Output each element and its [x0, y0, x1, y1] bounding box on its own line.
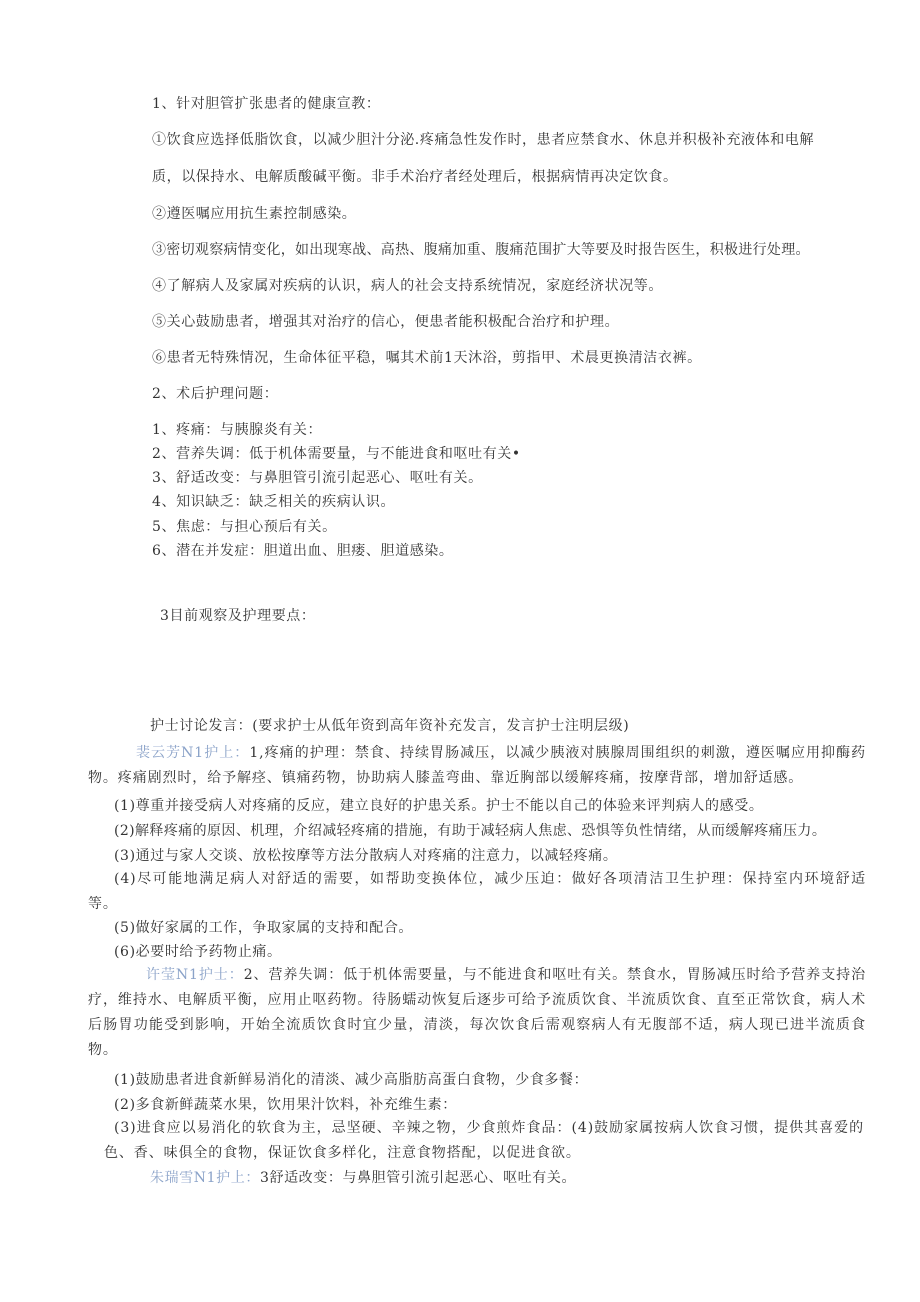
speaker1-paragraph	[88, 741, 866, 791]
section1-item6: ⑥患者无特殊情况，生命体征平稳，嘱其术前1天沐浴，剪指甲、术晨更换清洁衣裤。	[152, 350, 702, 366]
speaker1-point: (4)尽可能地满足病人对舒适的需要，如帮助变换体位，减少压迫：做好各项清洁卫生护理：保持室内环境舒适等。	[88, 871, 866, 912]
section1-item2: ②遵医嘱应用抗生素控制感染。	[152, 206, 357, 222]
problem-item: 1、疼痛：与胰腺炎有关：	[152, 422, 323, 438]
speaker3-name: 朱瑞雪N1护上：	[150, 1170, 260, 1186]
speaker3-text: 3舒适改变：与鼻胆管引流引起恶心、呕吐有关。	[259, 1170, 577, 1186]
discussion-intro: 护士讨论发言：(要求护士从低年资到高年资补充发言，发言护士注明层级)	[150, 718, 630, 734]
problem-item: 4、知识缺乏：缺乏相关的疾病认识。	[152, 494, 396, 510]
speaker1-point: (3)通过与家人交谈、放松按摩等方法分散病人对疼痛的注意力，以减轻疼痛。	[114, 848, 618, 864]
speaker2-paragraph	[88, 963, 866, 1063]
speaker2-name: 许莹N1护士：	[146, 967, 244, 983]
speaker1-point: (5)做好家属的工作，争取家属的支持和配合。	[114, 920, 414, 936]
speaker1-text: 1,疼痛的护理：禁食、持续胃肠减压，以减少胰液对胰腺周围组织的刺激，遵医嘱应用抑酶药物。疼痛剧烈时，给予解痉、镇痛药物，协助病人膝盖弯曲、靠近胸部以缓解疼痛，按摩背部，增加舒适感。	[88, 745, 867, 786]
section1-item1-line1: ①饮食应选择低脂饮食，以减少胆汁分泌.疼痛急性发作时，患者应禁食水、休息并积极补充液体和电解	[152, 132, 815, 148]
speaker2-point: (1)鼓励患者进食新鲜易消化的清淡、减少高脂肪高蛋白食物，少食多餐：	[114, 1072, 589, 1088]
section1-title: 1、针对胆管扩张患者的健康宣教：	[152, 96, 381, 112]
speaker1-point: (1)尊重并接受病人对疼痛的反应，建立良好的护患关系。护士不能以自己的体验来评判病人的感受。	[114, 798, 764, 814]
speaker3-paragraph	[150, 1168, 576, 1188]
problem-item: 3、舒适改变：与鼻胆管引流引起恶心、呕吐有关。	[152, 470, 483, 486]
section2-title: 2、术后护理问题：	[152, 386, 279, 402]
problem-item: 6、潜在并发症：胆道出血、胆瘘、胆道感染。	[152, 543, 454, 559]
section3-title: 3目前观察及护理要点：	[160, 608, 316, 624]
section1-item4: ④了解病人及家属对疾病的认识，病人的社会支持系统情况，家庭经济状况等。	[152, 278, 663, 294]
problem-item: 2、营养失调：低于机体需要量，与不能进食和呕吐有关•	[152, 446, 521, 462]
speaker1-point: (6)必要时给予药物止痛。	[114, 944, 282, 960]
section1-item5: ⑤关心鼓励患者，增强其对治疗的信心，便患者能积极配合治疗和护理。	[152, 314, 620, 330]
speaker1-point: (2)解释疼痛的原因、机理，介绍减轻疼痛的措施，有助于减轻病人焦虑、恐惧等负性情绪，从而缓解疼痛压力。	[114, 823, 827, 839]
speaker2-point: (3)进食应以易消化的软食为主，忌坚硬、辛辣之物，少食煎炸食品：(4)鼓励家属按病人饮食习惯，提供其喜爱的色、香、味俱全的食物，保证饮食多样化，注意食物搭配，以促进食欲。	[104, 1120, 864, 1161]
section1-item1-line2: 质，以保持水、电解质酸碱平衡。非手术治疗者经处理后，根据病情再决定饮食。	[152, 169, 678, 185]
speaker1-name: 裴云芳N1护上：	[136, 745, 250, 761]
speaker2-text: 2、营养失调：低于机体需要量，与不能进食和呕吐有关。禁食水，胃肠减压时给予营养支持治疗，维持水、电解质平衡，应用止呕药物。待肠蠕动恢复后逐步可给予流质饮食、半流质饮食、直至正常饮食，病人术后肠胃功能受到影响，开始全流质饮食时宜少量，清淡，每次饮食后需观察病人有无腹部不适，病人现已进半流质食物。	[88, 967, 866, 1058]
section1-item3: ③密切观察病情变化，如出现寒战、高热、腹痛加重、腹痛范围扩大等要及时报告医生，积极进行处理。	[152, 242, 810, 258]
speaker2-point: (2)多食新鲜蔬菜水果，饮用果汁饮料，补充维生素：	[114, 1097, 457, 1113]
problem-item: 5、焦虑：与担心预后有关。	[152, 519, 337, 535]
